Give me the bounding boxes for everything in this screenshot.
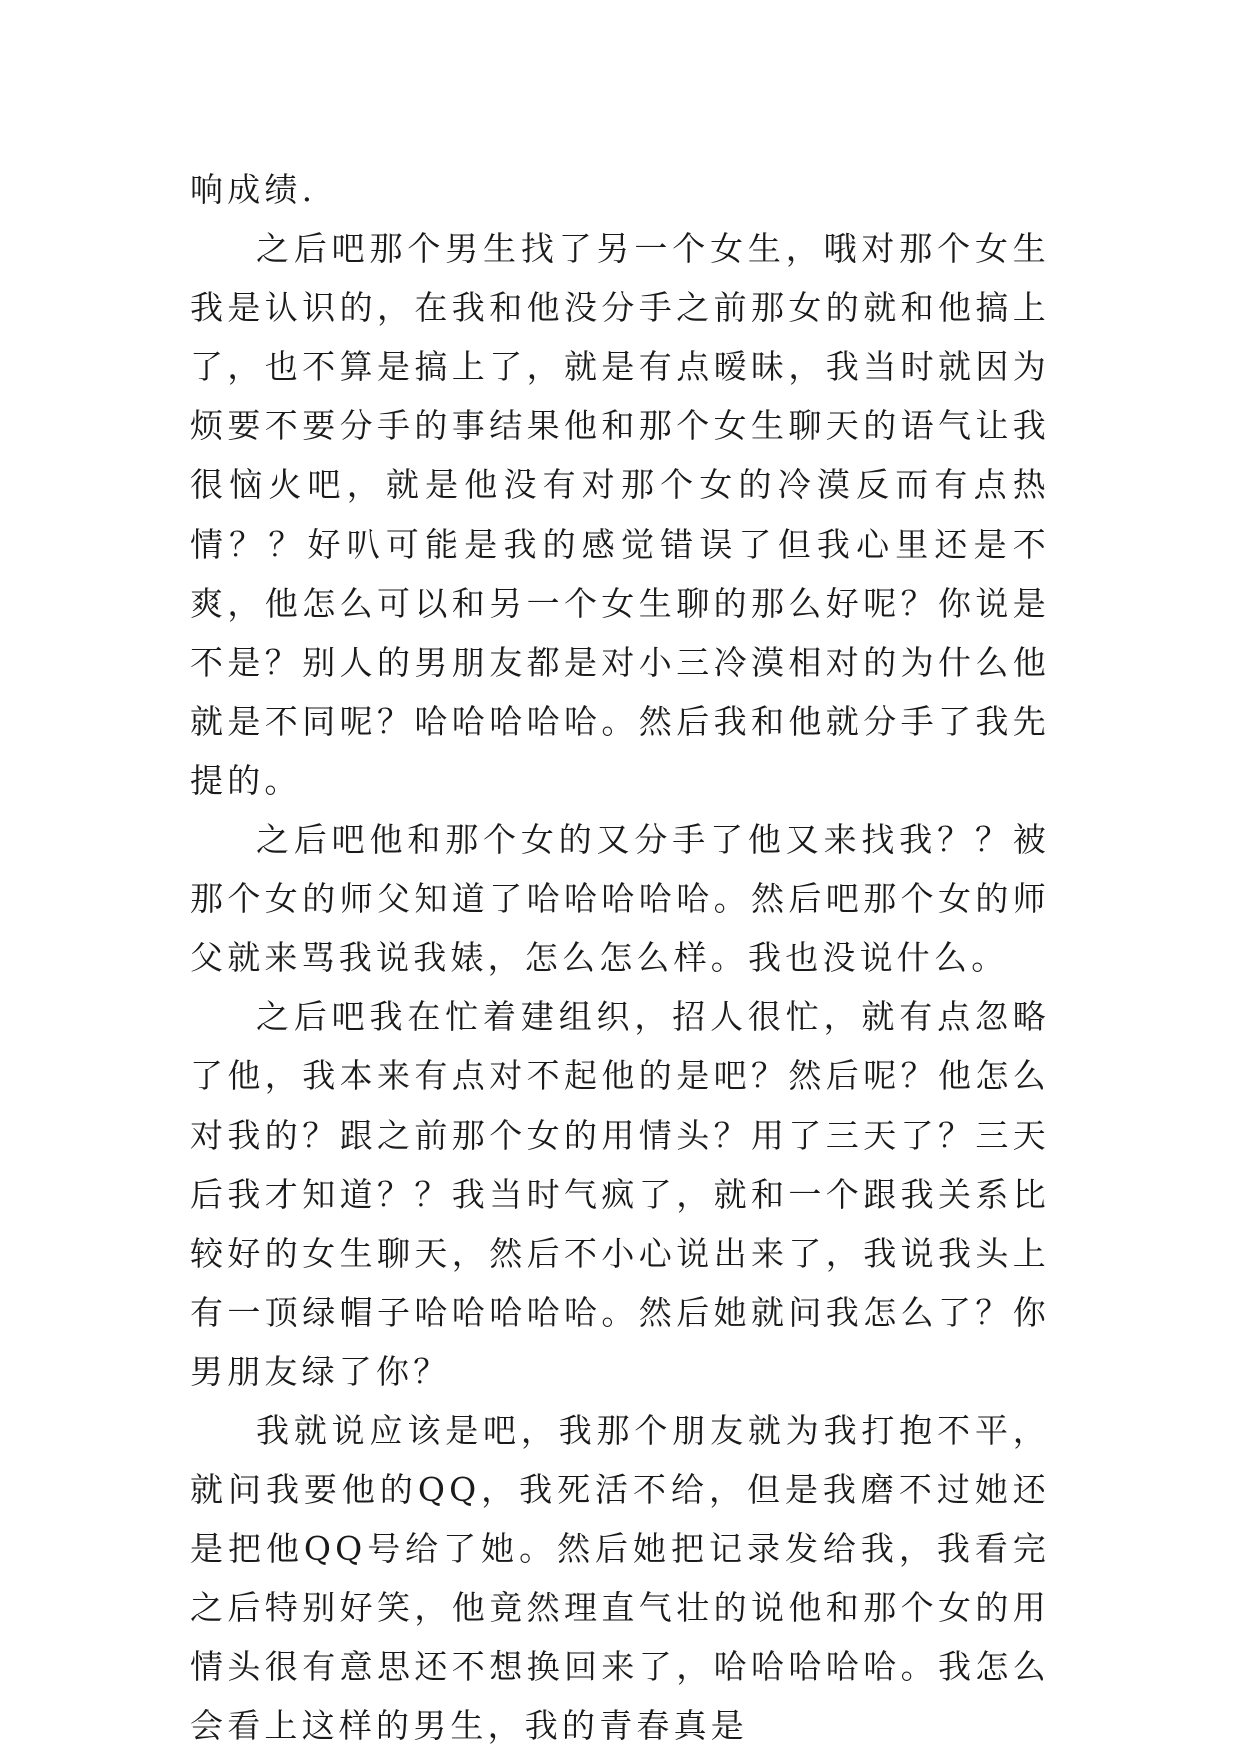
paragraph-4: 之后吧我在忙着建组织，招人很忙，就有点忽略了他，我本来有点对不起他的是吧？然后呢？他怎么对我的？跟之前那个女的用情头？用了三天了？三天后我才知道？？我当时气疯了，就和一个跟我关系比较好的女生聊天，然后不小心说出来了，我说我头上有一顶绿帽子哈哈哈哈哈。然后她就问我怎么了？你男朋友绿了你？ bbox=[190, 997, 1050, 1391]
paragraph-1: 响成绩. bbox=[190, 170, 317, 209]
paragraph-5: 我就说应该是吧，我那个朋友就为我打抱不平，就问我要他的QQ，我死活不给，但是我磨不过她还是把他QQ号给了她。然后她把记录发给我，我看完之后特别好笑，他竟然理直气壮的说他和那个女的用情头很有意思还不想换回来了，哈哈哈哈哈。我怎么会看上这样的男生，我的青春真是 bbox=[190, 1410, 1050, 1746]
paragraph-3: 之后吧他和那个女的又分手了他又来找我？？被那个女的师父知道了哈哈哈哈哈。然后吧那个女的师父就来骂我说我婊，怎么怎么样。我也没说什么。 bbox=[190, 820, 1050, 978]
paragraph-2: 之后吧那个男生找了另一个女生，哦对那个女生我是认识的，在我和他没分手之前那女的就和他搞上了，也不算是搞上了，就是有点暧昧，我当时就因为烦要不要分手的事结果他和那个女生聊天的语气让我很恼火吧，就是他没有对那个女的冷漠反而有点热情？？好叭可能是我的感觉错误了但我心里还是不爽，他怎么可以和另一个女生聊的那么好呢？你说是不是？别人的男朋友都是对小三冷漠相对的为什么他就是不同呢？哈哈哈哈哈。然后我和他就分手了我先提的。 bbox=[190, 229, 1050, 800]
body-text bbox=[190, 160, 1050, 1754]
